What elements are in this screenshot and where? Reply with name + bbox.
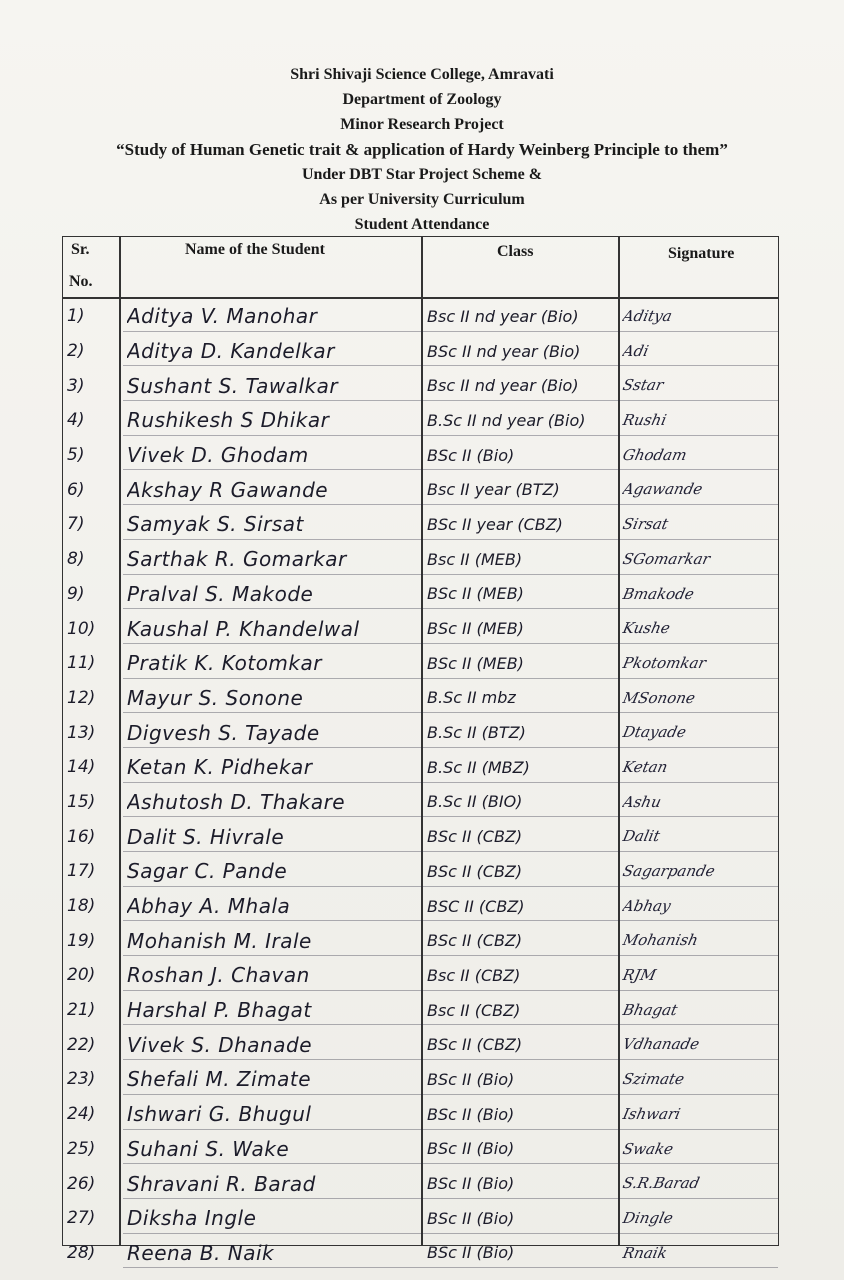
student-class: BSc II (MEB) — [427, 584, 524, 604]
student-signature: Pkotomkar — [621, 654, 708, 673]
student-class: BSc II nd year (Bio) — [427, 341, 581, 361]
student-class: B.Sc II (BTZ) — [427, 723, 526, 743]
student-name: Abhay A. Mhala — [127, 894, 291, 919]
student-signature: Ashu — [621, 792, 663, 811]
serial-number: 12) — [67, 687, 96, 708]
serial-number: 17) — [67, 861, 96, 882]
serial-number: 14) — [67, 757, 96, 778]
project-title: “Study of Human Genetic trait & application of Hardy Weinberg Principle to them” — [116, 140, 728, 159]
student-name: Reena B. Naik — [127, 1240, 275, 1265]
student-class: BSc II (CBZ) — [427, 1035, 523, 1055]
student-name: Sagar C. Pande — [127, 859, 288, 884]
no-header: No. — [69, 273, 93, 290]
student-row — [63, 819, 778, 854]
serial-number: 5) — [67, 445, 85, 466]
student-class: BSC II (CBZ) — [427, 896, 525, 916]
student-signature: Ghodam — [621, 446, 689, 465]
serial-number: 2) — [67, 341, 85, 362]
student-row — [63, 368, 778, 403]
serial-number: 4) — [67, 410, 85, 431]
student-class: BSc II (MEB) — [427, 619, 524, 639]
row-rule — [123, 1129, 778, 1130]
student-row — [63, 577, 778, 612]
sr-header: Sr. — [71, 241, 90, 258]
row-rule — [123, 747, 778, 748]
student-row — [63, 889, 778, 924]
row-rule — [123, 782, 778, 783]
row-rule — [123, 365, 778, 366]
student-row — [63, 993, 778, 1028]
student-name: Rushikesh S Dhikar — [127, 408, 330, 433]
row-rule — [123, 1198, 778, 1199]
student-name: Harshal P. Bhagat — [127, 998, 312, 1023]
serial-number: 21) — [67, 1000, 96, 1021]
student-class: Bsc II year (BTZ) — [427, 480, 560, 500]
serial-number: 3) — [67, 375, 85, 396]
student-row — [63, 1201, 778, 1236]
row-rule — [123, 712, 778, 713]
student-name: Suhani S. Wake — [127, 1136, 290, 1161]
curriculum-line: As per University Curriculum — [319, 191, 525, 208]
student-name: Kaushal P. Khandelwal — [127, 616, 360, 641]
student-row — [63, 507, 778, 542]
serial-number: 16) — [67, 826, 96, 847]
student-row — [63, 472, 778, 507]
document-header — [0, 62, 844, 237]
student-signature: Dalit — [621, 827, 662, 846]
student-name: Pralval S. Makode — [127, 581, 314, 606]
student-row — [63, 923, 778, 958]
serial-number: 27) — [67, 1208, 96, 1229]
row-rule — [123, 920, 778, 921]
row-rule — [123, 1094, 778, 1095]
student-row — [63, 334, 778, 369]
student-name: Mayur S. Sonone — [127, 685, 304, 710]
student-name: Sushant S. Tawalkar — [127, 373, 339, 398]
student-name: Aditya D. Kandelkar — [127, 339, 335, 364]
student-row — [63, 1062, 778, 1097]
student-name: Sarthak R. Gomarkar — [127, 547, 347, 572]
serial-number: 7) — [67, 514, 85, 535]
row-rule — [123, 504, 778, 505]
student-class: Bsc II (CBZ) — [427, 1000, 521, 1020]
student-row — [63, 299, 778, 334]
student-class: BSc II (Bio) — [427, 1174, 515, 1194]
student-name: Shravani R. Barad — [127, 1171, 316, 1196]
row-rule — [123, 539, 778, 540]
student-row — [63, 715, 778, 750]
student-class: Bsc II (CBZ) — [427, 965, 521, 985]
student-row — [63, 438, 778, 473]
student-row — [63, 1027, 778, 1062]
student-signature: Kushe — [621, 619, 672, 638]
row-rule — [123, 851, 778, 852]
student-row — [63, 542, 778, 577]
student-class: BSc II (Bio) — [427, 1104, 515, 1124]
student-row — [63, 611, 778, 646]
student-name: Roshan J. Chavan — [127, 963, 310, 988]
serial-number: 10) — [67, 618, 96, 639]
serial-number: 23) — [67, 1069, 96, 1090]
serial-number: 15) — [67, 791, 96, 812]
class-header: Class — [497, 243, 534, 260]
student-name: Vivek D. Ghodam — [127, 443, 309, 468]
serial-number: 24) — [67, 1104, 96, 1125]
student-class: BSc II (CBZ) — [427, 931, 523, 951]
row-rule — [123, 331, 778, 332]
serial-number: 11) — [67, 653, 96, 674]
row-rule — [123, 469, 778, 470]
student-class: BSc II (Bio) — [427, 1069, 515, 1089]
serial-number: 20) — [67, 965, 96, 986]
row-rule — [123, 886, 778, 887]
student-name: Akshay R Gawande — [127, 477, 329, 502]
student-signature: Adi — [621, 342, 651, 361]
serial-number: 19) — [67, 930, 96, 951]
student-class: BSc II year (CBZ) — [427, 514, 563, 534]
student-row — [63, 958, 778, 993]
student-signature: Abhay — [621, 897, 673, 916]
student-name: Ashutosh D. Thakare — [127, 789, 346, 814]
student-row — [63, 403, 778, 438]
student-signature: Sagarpande — [621, 862, 717, 881]
student-signature: Vdhanade — [621, 1035, 702, 1054]
row-rule — [123, 400, 778, 401]
student-class: B.Sc II (MBZ) — [427, 757, 530, 777]
student-signature: Sirsat — [621, 515, 670, 534]
row-rule — [123, 574, 778, 575]
student-class: Bsc II nd year (Bio) — [427, 376, 579, 396]
student-name: Pratik K. Kotomkar — [127, 651, 322, 676]
row-rule — [123, 816, 778, 817]
student-signature: Dtayade — [621, 723, 688, 742]
student-name: Vivek S. Dhanade — [127, 1032, 312, 1057]
attendance-table — [62, 236, 779, 1265]
name-header: Name of the Student — [185, 241, 325, 258]
row-rule — [123, 1233, 778, 1234]
student-name: Diksha Ingle — [127, 1206, 257, 1231]
student-row — [63, 681, 778, 716]
row-rule — [123, 1024, 778, 1025]
row-rule — [123, 955, 778, 956]
student-signature: Ishwari — [621, 1105, 682, 1124]
student-signature: S.R.Barad — [621, 1174, 702, 1193]
student-signature: Agawande — [621, 480, 705, 499]
serial-number: 6) — [67, 479, 85, 500]
student-signature: Rnaik — [621, 1243, 669, 1262]
student-signature: Dingle — [621, 1209, 675, 1228]
serial-number: 8) — [67, 549, 85, 570]
student-row — [63, 1166, 778, 1201]
student-name: Aditya V. Manohar — [127, 304, 318, 329]
project-type: Minor Research Project — [340, 116, 504, 133]
student-class: BSc II (CBZ) — [427, 861, 523, 881]
row-rule — [123, 1163, 778, 1164]
student-name: Samyak S. Sirsat — [127, 512, 304, 537]
student-signature: RJM — [621, 966, 658, 985]
student-row — [63, 1132, 778, 1167]
student-signature: Bmakode — [621, 584, 696, 603]
signature-header: Signature — [668, 245, 735, 262]
department-name: Department of Zoology — [342, 91, 502, 108]
student-name: Ketan K. Pidhekar — [127, 755, 313, 780]
student-rows — [63, 299, 778, 1265]
student-row — [63, 785, 778, 820]
student-name: Mohanish M. Irale — [127, 928, 312, 953]
student-row — [63, 646, 778, 681]
serial-number: 13) — [67, 722, 96, 743]
student-name: Shefali M. Zimate — [127, 1067, 312, 1092]
student-signature: MSonone — [621, 688, 697, 707]
scheme-line: Under DBT Star Project Scheme & — [301, 166, 543, 183]
student-class: Bsc II (MEB) — [427, 549, 523, 569]
student-class: Bsc II nd year (Bio) — [427, 306, 579, 326]
student-signature: Ketan — [621, 758, 670, 777]
serial-number: 25) — [67, 1138, 96, 1159]
attendance-title: Student Attendance — [354, 216, 490, 233]
student-class: BSc II (CBZ) — [427, 827, 523, 847]
student-class: B.Sc II mbz — [427, 688, 516, 708]
student-class: B.Sc II nd year (Bio) — [427, 410, 586, 430]
student-row — [63, 750, 778, 785]
student-signature: Szimate — [621, 1070, 686, 1089]
college-name: Shri Shivaji Science College, Amravati — [290, 66, 554, 83]
student-signature: SGomarkar — [621, 550, 712, 569]
student-signature: Swake — [621, 1139, 675, 1158]
student-row — [63, 1236, 778, 1271]
student-name: Digvesh S. Tayade — [127, 720, 320, 745]
student-signature: Bhagat — [621, 1001, 680, 1020]
row-rule — [123, 435, 778, 436]
student-class: BSc II (Bio) — [427, 1208, 515, 1228]
student-name: Dalit S. Hivrale — [127, 824, 285, 849]
student-signature: Sstar — [621, 376, 666, 395]
row-rule — [123, 678, 778, 679]
row-rule — [123, 608, 778, 609]
student-class: BSc II (Bio) — [427, 1243, 515, 1263]
student-name: Ishwari G. Bhugul — [127, 1102, 312, 1127]
student-class: B.Sc II (BIO) — [427, 792, 523, 812]
student-row — [63, 1097, 778, 1132]
student-row — [63, 854, 778, 889]
student-signature: Aditya — [621, 307, 674, 326]
student-class: BSc II (Bio) — [427, 1139, 515, 1159]
student-class: BSc II (Bio) — [427, 445, 515, 465]
serial-number: 28) — [67, 1242, 96, 1263]
student-class: BSc II (MEB) — [427, 653, 524, 673]
row-rule — [123, 1267, 778, 1268]
serial-number: 18) — [67, 896, 96, 917]
serial-number: 22) — [67, 1034, 96, 1055]
row-rule — [123, 1059, 778, 1060]
serial-number: 26) — [67, 1173, 96, 1194]
row-rule — [123, 643, 778, 644]
row-rule — [123, 990, 778, 991]
student-signature: Rushi — [621, 411, 669, 430]
student-signature: Mohanish — [621, 931, 700, 950]
serial-number: 1) — [67, 306, 85, 327]
serial-number: 9) — [67, 583, 85, 604]
